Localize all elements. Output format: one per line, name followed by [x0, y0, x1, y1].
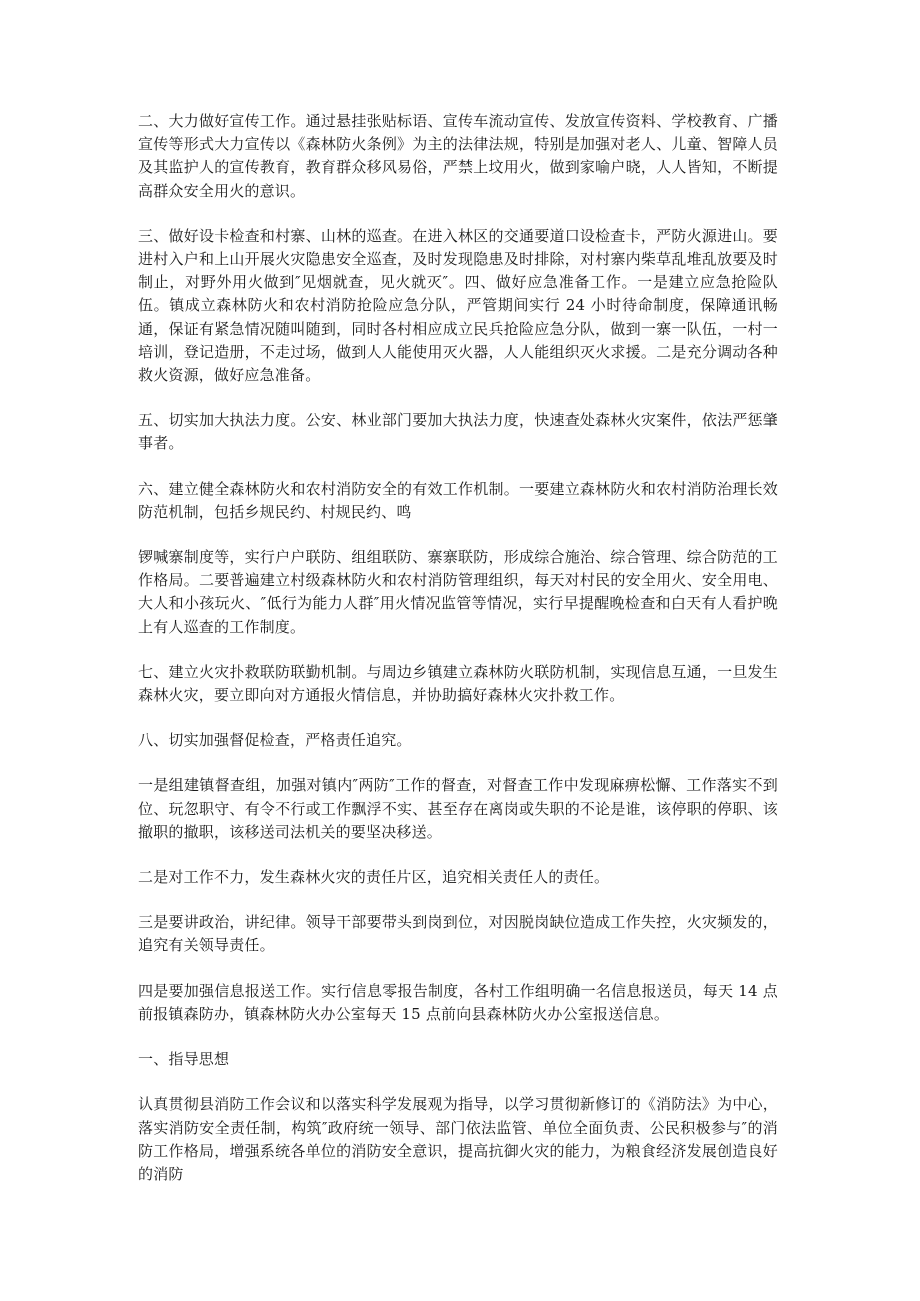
paragraph-guiding-heading: 一、指导思想 — [138, 1050, 230, 1069]
paragraph-accountability: 二是对工作不力，发生森林火灾的责任片区，追究相关责任人的责任。 — [138, 868, 610, 887]
paragraph-mechanism-detail: 锣喊寨制度等，实行户户联防、组组联防、寨寨联防，形成综合施治、综合管理、综合防范的工作格局。二要普遍建立村级森林防火和农村消防管理组织，每天对村民的安全用火、安全用电、大人和小孩玩火、″低行为能力人群″用火情况监管等情况，实行早提醒晚检查和白天有人看护晚上有人巡查的工作制度。 — [138, 548, 778, 636]
paragraph-publicity: 二、大力做好宣传工作。通过悬挂张贴标语、宣传车流动宣传、发放宣传资料、学校教育、广播宣传等形式大力宣传以《森林防火条例》为主的法律法规，特别是加强对老人、儿童、智障人员及其监护人的宣传教育，教育群众移风易俗，严禁上坟用火，做到家喻户晓，人人皆知，不断提高群众安全用火的意识。 — [138, 112, 778, 200]
paragraph-checkpoints-and-emergency: 三、做好设卡检查和村寨、山林的巡查。在进入林区的交通要道口设检查卡，严防火源进山。要进村入户和上山开展火灾隐患安全巡查，及时发现隐患及时排除，对村寨内柴草乱堆乱放要及时制止，对野外用火做到″见烟就查，见火就灭″。四、做好应急准备工作。一是建立应急抢险队伍。镇成立森林防火和农村消防抢险应急分队，严管期间实行 24 小时待命制度，保障通讯畅通，保证有紧急情况随叫随到，同时各村相应成立民兵抢险应急分队，做到一寨一队伍，一村一培训，登记造册，不走过场，做到人人能使用灭火器，人人能组织灭火求援。二是充分调动各种救火资源，做好应急准备。 — [138, 226, 778, 385]
paragraph-supervision-team: 一是组建镇督查组，加强对镇内″两防″工作的督查，对督查工作中发现麻痹松懈、工作落实不到位、玩忽职守、有令不行或工作飘浮不实、甚至存在离岗或失职的不论是谁，该停职的停职、该撤职的撤职，该移送司法机关的要坚决移送。 — [138, 776, 778, 841]
paragraph-reporting: 四是要加强信息报送工作。实行信息零报告制度，各村工作组明确一名信息报送员，每天 14 点前报镇森防办，镇森林防火办公室每天 15 点前向县森林防火办公室报送信息。 — [138, 981, 778, 1023]
paragraph-law-enforcement: 五、切实加大执法力度。公安、林业部门要加大执法力度，快速查处森林火灾案件，依法严惩肇事者。 — [138, 411, 778, 453]
paragraph-supervision-heading: 八、切实加强督促检查，严格责任追究。 — [138, 731, 412, 750]
paragraph-guiding-thought: 认真贯彻县消防工作会议和以落实科学发展观为指导，以学习贯彻新修订的《消防法》为中心，落实消防安全责任制，构筑″政府统一领导、部门依法监管、单位全面负责、公民积极参与″的消防工作格局，增强系统各单位的消防安全意识，提高抗御火灾的能力，为粮食经济发展创造良好的消防 — [138, 1095, 778, 1183]
paragraph-joint-defense: 七、建立火灾扑救联防联勤机制。与周边乡镇建立森林防火联防机制，实现信息互通，一旦发生森林火灾，要立即向对方通报火情信息，并协助搞好森林火灾扑救工作。 — [138, 662, 778, 705]
paragraph-discipline: 三是要讲政治，讲纪律。领导干部要带头到岗到位，对因脱岗缺位造成工作失控，火灾频发的，追究有关领导责任。 — [138, 913, 778, 955]
paragraph-mechanism-intro: 六、建立健全森林防火和农村消防安全的有效工作机制。一要建立森林防火和农村消防治理长效防范机制，包括乡规民约、村规民约、鸣 — [138, 479, 778, 521]
document-body — [138, 110, 778, 1208]
